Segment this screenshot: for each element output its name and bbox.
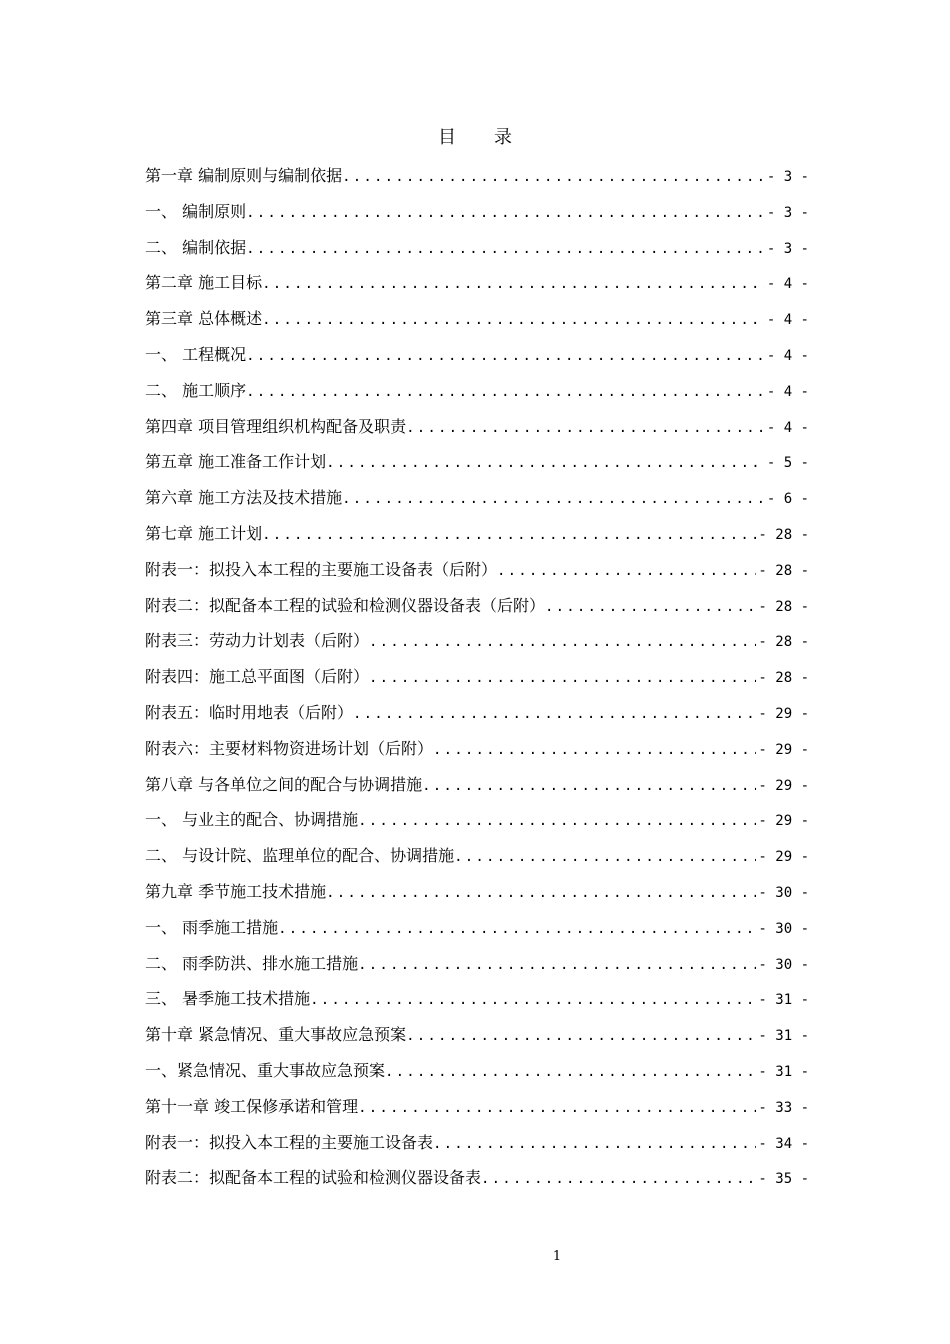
toc-entry[interactable] [145,230,809,266]
toc-entry[interactable] [145,1125,809,1161]
toc-dot-leader [246,339,765,373]
toc-dot-leader [406,1019,756,1053]
toc-entry-page: - 28 - [758,526,809,543]
toc-entry-title: 第八章 与各单位之间的配合与协调措施 [145,774,423,794]
toc-entry-page: - 4 - [766,383,809,400]
toc-entry[interactable] [145,194,809,230]
toc-list [145,158,809,1196]
toc-dot-leader [310,983,756,1017]
toc-entry-title: 附表一：拟投入本工程的主要施工设备表 [145,1132,434,1152]
toc-entry-title: 一、紧急情况、重大事故应急预案 [145,1060,386,1080]
toc-entry-page: - 29 - [758,813,809,830]
toc-dot-leader [481,1162,756,1196]
toc-entry-title: 附表二：拟配备本工程的试验和检测仪器设备表 [145,1168,482,1188]
toc-entry-page: - 35 - [758,1171,809,1188]
toc-dot-leader [342,482,765,516]
toc-entry[interactable] [145,337,809,373]
toc-entry-title: 附表一：拟投入本工程的主要施工设备表（后附） [145,559,498,579]
toc-entry-page: - 29 - [758,849,809,866]
toc-dot-leader [369,661,756,695]
toc-entry-page: - 4 - [766,419,809,436]
toc-dot-leader [545,590,756,624]
toc-entry-page: - 30 - [758,956,809,973]
toc-dot-leader [422,769,756,803]
toc-entry-title: 第五章 施工准备工作计划 [145,452,327,472]
toc-entry[interactable] [145,588,809,624]
toc-dot-leader [369,625,756,659]
toc-entry-title: 第十一章 竣工保修承诺和管理 [145,1096,359,1116]
toc-entry-title: 附表五：临时用地表（后附） [145,702,354,722]
toc-dot-leader [262,267,765,301]
toc-dot-leader [358,948,756,982]
toc-entry-title: 第十章 紧急情况、重大事故应急预案 [145,1025,407,1045]
toc-entry[interactable] [145,623,809,659]
toc-entry-title: 二、 与设计院、监理单位的配合、协调措施 [145,846,455,866]
toc-entry[interactable] [145,158,809,194]
toc-dot-leader [433,733,756,767]
toc-entry-page: - 34 - [758,1135,809,1152]
toc-entry[interactable] [145,516,809,552]
toc-entry[interactable] [145,802,809,838]
toc-entry-title: 附表二：拟配备本工程的试验和检测仪器设备表（后附） [145,595,546,615]
toc-entry[interactable] [145,444,809,480]
toc-entry-title: 一、 工程概况 [145,344,247,364]
toc-entry-title: 一、 雨季施工措施 [145,917,279,937]
toc-dot-leader [433,1127,756,1161]
toc-entry-title: 第二章 施工目标 [145,273,263,293]
toc-entry-title: 第七章 施工计划 [145,523,263,543]
toc-entry[interactable] [145,695,809,731]
toc-dot-leader [342,160,765,194]
toc-entry-title: 一、 编制原则 [145,201,247,221]
toc-dot-leader [385,1055,756,1089]
toc-entry-title: 一、 与业主的配合、协调措施 [145,810,359,830]
page-number: 1 [552,1249,562,1264]
toc-dot-leader [246,375,765,409]
toc-entry-title: 第四章 项目管理组织机构配备及职责 [145,416,407,436]
toc-entry[interactable] [145,659,809,695]
toc-entry[interactable] [145,552,809,588]
toc-entry[interactable] [145,910,809,946]
toc-entry[interactable] [145,981,809,1017]
toc-entry-title: 三、 暑季施工技术措施 [145,989,311,1009]
toc-entry-title: 第六章 施工方法及技术措施 [145,488,343,508]
toc-entry[interactable] [145,409,809,445]
toc-entry[interactable] [145,301,809,337]
toc-entry-title: 二、 雨季防洪、排水施工措施 [145,953,359,973]
toc-entry-page: - 30 - [758,920,809,937]
toc-entry-title: 第一章 编制原则与编制依据 [145,166,343,185]
toc-dot-leader [497,554,756,588]
toc-entry-page: - 31 - [758,1028,809,1045]
toc-entry-title: 第三章 总体概述 [145,309,263,329]
toc-entry-page: - 5 - [766,455,809,472]
toc-dot-leader [262,303,765,337]
toc-entry[interactable] [145,1089,809,1125]
toc-entry[interactable] [145,731,809,767]
toc-entry[interactable] [145,265,809,301]
toc-entry-page: - 30 - [758,884,809,901]
toc-entry-page: - 29 - [758,705,809,722]
toc-entry-page: - 4 - [766,312,809,329]
toc-dot-leader [454,840,756,874]
toc-entry-title: 附表四：施工总平面图（后附） [145,667,370,687]
toc-entry[interactable] [145,480,809,516]
toc-title-part2: 录 [494,127,512,148]
toc-entry[interactable] [145,373,809,409]
toc-entry-page: - 28 - [758,670,809,687]
toc-entry-title: 附表三：劳动力计划表（后附） [145,631,370,651]
toc-entry-page: - 28 - [758,562,809,579]
toc-entry-page: - 3 - [766,204,809,221]
toc-entry-page: - 28 - [758,634,809,651]
toc-entry-title: 第九章 季节施工技术措施 [145,881,327,901]
toc-entry-page: - 3 - [766,169,809,185]
toc-entry-page: - 6 - [766,491,809,508]
toc-title [0,124,950,152]
toc-entry-page: - 28 - [758,598,809,615]
toc-entry[interactable] [145,838,809,874]
toc-dot-leader [246,196,765,230]
toc-entry[interactable] [145,1053,809,1089]
toc-entry-title: 附表六：主要材料物资进场计划（后附） [145,738,434,758]
toc-entry-page: - 4 - [766,276,809,293]
toc-dot-leader [353,697,756,731]
toc-title-part1: 目 [438,127,456,148]
toc-entry-page: - 31 - [758,992,809,1009]
toc-entry[interactable] [145,1160,809,1196]
toc-entry-title: 二、 施工顺序 [145,380,247,400]
toc-entry[interactable] [145,767,809,803]
toc-dot-leader [246,232,765,266]
toc-entry[interactable] [145,946,809,982]
toc-dot-leader [358,804,756,838]
toc-entry-page: - 4 - [766,347,809,364]
toc-entry-page: - 29 - [758,777,809,794]
toc-entry-page: - 31 - [758,1063,809,1080]
toc-dot-leader [326,876,756,910]
toc-entry-page: - 29 - [758,741,809,758]
toc-dot-leader [278,912,756,946]
toc-dot-leader [358,1091,756,1125]
toc-dot-leader [326,446,765,480]
toc-entry-page: - 3 - [766,240,809,257]
toc-dot-leader [262,518,756,552]
toc-entry[interactable] [145,1017,809,1053]
toc-entry-page: - 33 - [758,1099,809,1116]
toc-dot-leader [406,411,765,445]
toc-entry-title: 二、 编制依据 [145,237,247,257]
toc-entry[interactable] [145,874,809,910]
